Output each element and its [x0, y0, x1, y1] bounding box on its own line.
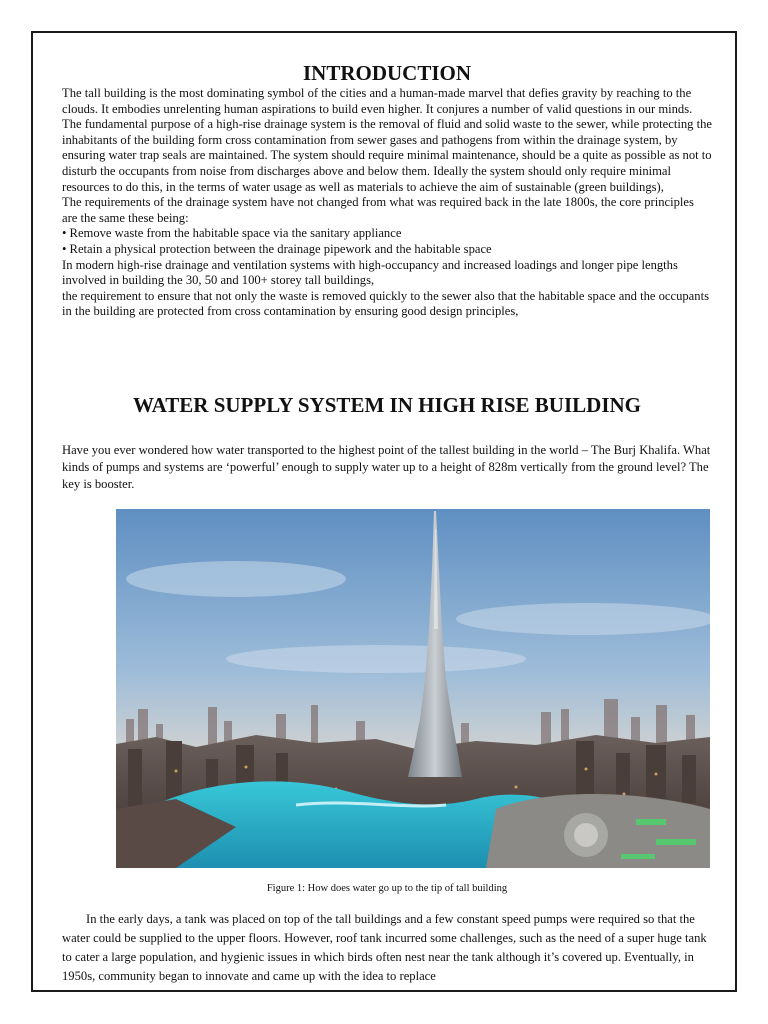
intro-paragraph: The fundamental purpose of a high-rise drainage system is the removal of fluid and solid waste to the sewer, while protecting the inhabitants of the building form cross contamination from sewer gases and pathogens from within the drainage system, by ensuring water trap seals are maintained. The system should require minimal maintenance, should be a quite as possible as not to disturb the occupants from noise from discharges above and below them. Ideally the system should only require minimal resources to do this, in the terms of water usage as well as materials to achieve the aim of sustainable (green buildings), [62, 117, 712, 194]
introduction-heading: INTRODUCTION [302, 61, 472, 85]
intro-bullet: • Retain a physical protection between the drainage pipework and the habitable space [62, 241, 492, 256]
intro-paragraph: The tall building is the most dominating symbol of the cities and a human-made marvel that defies gravity by reaching to the clouds. It embodies unrelenting human aspirations to build even higher. It conjures a number of valid questions in our minds. [62, 86, 693, 116]
page-frame [31, 31, 737, 992]
water-supply-paragraph: Have you ever wondered how water transported to the highest point of the tallest building in the world – The Burj Khalifa. What kinds of pumps and systems are ‘powerful’ enough to supply water up to a height of 828m vertically from the ground level? The key is booster. [62, 443, 711, 491]
water-supply-heading: WATER SUPPLY SYSTEM IN HIGH RISE BUILDING [132, 393, 641, 417]
introduction-text [62, 86, 712, 320]
intro-paragraph: the requirement to ensure that not only the waste is removed quickly to the sewer also that the habitable space and the occupants in the building are protected from cross contamination by ensuring good design principles, [62, 288, 709, 319]
burj-khalifa-photo [116, 509, 710, 868]
figure-caption: Figure 1: How does water go up to the tip of tall building [266, 883, 508, 894]
closing-paragraph: In the early days, a tank was placed on top of the tall buildings and a few constant speed pumps were required so that the water could be supplied to the upper floors. However, roof tank incurred some challenges, such as the need of a super huge tank to cater a large population, and hygienic issues in which birds often nest near the tank although it’s covered up. Eventually, in 1950s, community began to innovate and came up with the idea to replace [62, 912, 707, 983]
intro-paragraph: In modern high-rise drainage and ventilation systems with high-occupancy and increased loadings and longer pipe lengths involved in building the 30, 50 and 100+ storey tall buildings, [62, 257, 678, 288]
intro-paragraph: The requirements of the drainage system have not changed from what was required back in the late 1800s, the core principles are the same these being: [62, 195, 694, 225]
intro-bullet: • Remove waste from the habitable space via the sanitary appliance [62, 226, 402, 241]
